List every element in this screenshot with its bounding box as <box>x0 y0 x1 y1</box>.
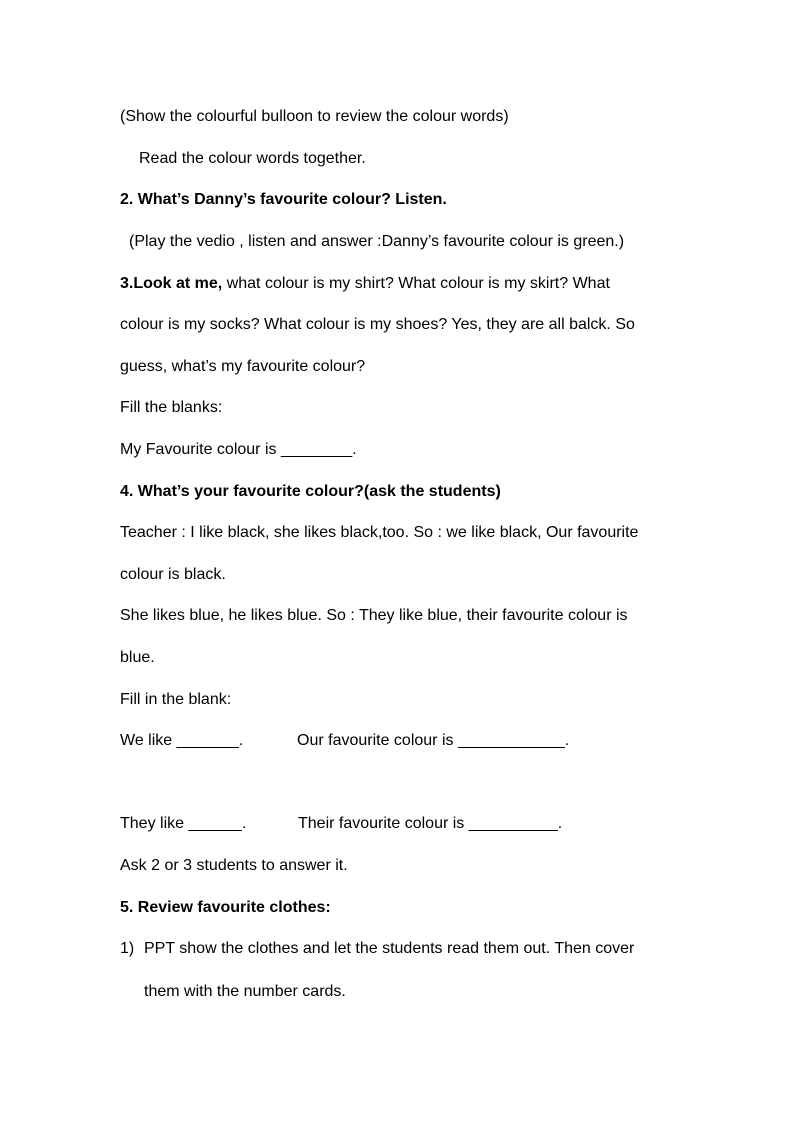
teacher-example-line-4: blue. <box>120 649 155 666</box>
step-3-text: what colour is my shirt? What colour is my skirt? What <box>222 275 610 292</box>
heading-step-5: 5. Review favourite clothes: <box>120 899 331 916</box>
list-item-1-line-2: them with the number cards. <box>144 983 346 1000</box>
heading-step-4: 4. What’s your favourite colour?(ask the students) <box>120 483 501 500</box>
teacher-example-line-1: Teacher : I like black, she likes black,too. So : we like black, Our favourite <box>120 524 639 541</box>
ask-students-note: Ask 2 or 3 students to answer it. <box>120 857 348 874</box>
fill-blank-favourite-colour: My Favourite colour is ________. <box>120 441 357 458</box>
step-3-paragraph-line-3: guess, what’s my favourite colour? <box>120 358 366 375</box>
fill-blanks-label: Fill the blanks: <box>120 399 223 416</box>
heading-step-2: 2. What’s Danny’s favourite colour? Listen. <box>120 191 447 208</box>
list-number-1: 1) <box>120 940 135 957</box>
fill-in-blank-label: Fill in the blank: <box>120 691 232 708</box>
step-3-paragraph-line-2: colour is my socks? What colour is my shoes? Yes, they are all balck. So <box>120 316 635 333</box>
step-3-paragraph-line-1 <box>120 274 610 294</box>
blank-they-like: They like ______. <box>120 815 247 832</box>
heading-step-3: 3.Look at me, <box>120 275 223 292</box>
blank-our-favourite: Our favourite colour is ____________. <box>297 732 570 749</box>
teacher-example-line-3: She likes blue, he likes blue. So : They like blue, their favourite colour is <box>120 607 628 624</box>
list-item-1-line-1: PPT show the clothes and let the students read them out. Then cover <box>144 940 635 957</box>
blank-their-favourite: Their favourite colour is __________. <box>298 815 563 832</box>
blank-we-like: We like _______. <box>120 732 244 749</box>
instruction-balloon: (Show the colourful bulloon to review the colour words) <box>120 108 509 125</box>
instruction-play-video: (Play the vedio , listen and answer :Danny’s favourite colour is green.) <box>129 233 625 250</box>
teacher-example-line-2: colour is black. <box>120 566 226 583</box>
instruction-read-words: Read the colour words together. <box>139 150 366 167</box>
